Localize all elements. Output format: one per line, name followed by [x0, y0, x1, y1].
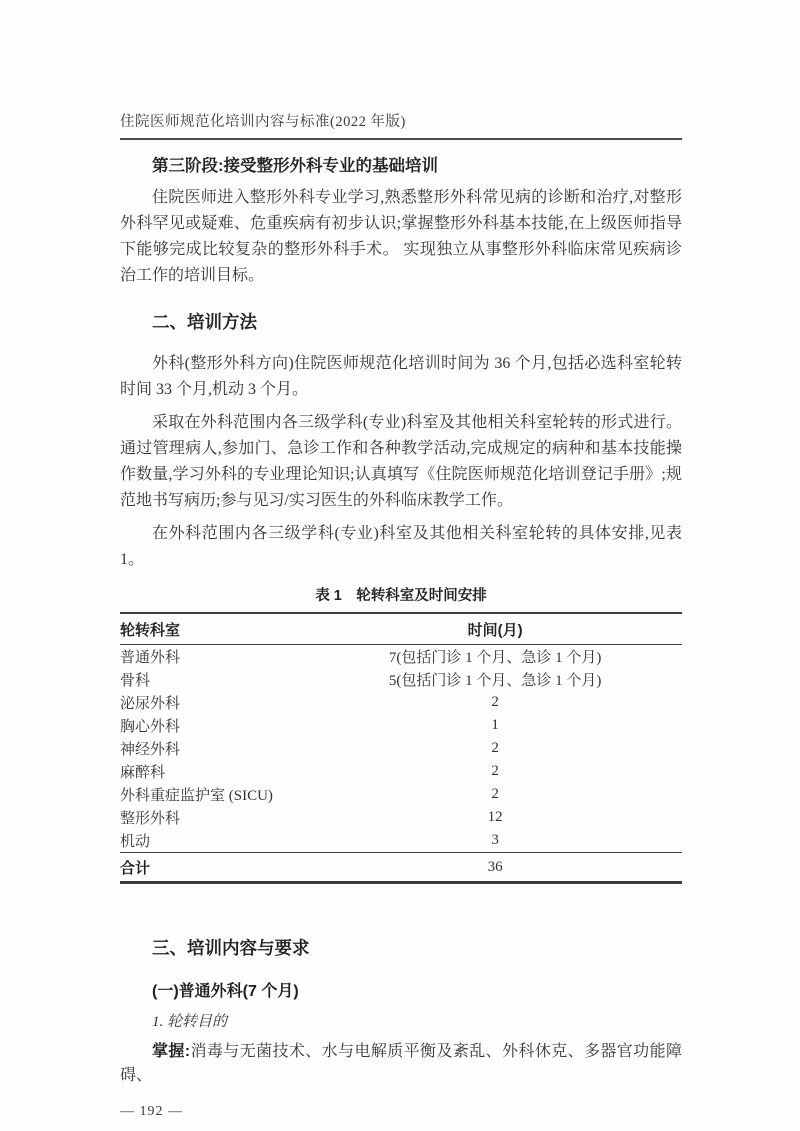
subsection-heading: (一)普通外科(7 个月) — [152, 983, 299, 1000]
table-row — [120, 737, 682, 760]
time-cell: 2 — [491, 740, 499, 756]
table-row — [120, 645, 682, 669]
dept-cell: 泌尿外科 — [120, 696, 181, 712]
table-row — [120, 829, 682, 853]
stage-heading: 第三阶段:接受整形外科专业的基础培训 — [152, 157, 438, 175]
grasp-paragraph — [120, 1040, 682, 1088]
total-label-cell: 合计 — [120, 853, 308, 883]
page-number: — 192 — — [120, 1104, 183, 1119]
dept-cell: 外科重症监护室 (SICU) — [120, 788, 273, 804]
time-cell: 2 — [491, 786, 499, 802]
dept-cell: 骨科 — [120, 673, 151, 689]
time-cell: 3 — [491, 832, 499, 848]
dept-cell: 普通外科 — [120, 650, 181, 666]
table-total-row — [120, 853, 682, 883]
grasp-text: 消毒与无菌技术、水与电解质平衡及紊乱、外科休克、多器官功能障碍、 — [120, 1043, 682, 1084]
dept-cell: 神经外科 — [120, 742, 181, 758]
section3-heading: 三、培训内容与要求 — [152, 938, 310, 958]
table-row — [120, 714, 682, 737]
time-cell: 12 — [487, 809, 503, 825]
time-cell: 1 — [491, 717, 499, 733]
section2-paragraph-2: 采取在外科范围内各三级学科(专业)科室及其他相关科室轮转的形式进行。通过管理病人,参加门、急诊工作和各种教学活动,完成规定的病种和基本技能操作数量,学习外科的专业理论知识;认真填写《住院医师规范化培训登记手册》;规范地书写病历;参与见习/实习医生的外科临床教学工作。 — [120, 414, 682, 509]
dept-cell: 胸心外科 — [120, 719, 181, 735]
table-header-row — [120, 613, 682, 645]
item-heading: 1. 轮转目的 — [152, 1014, 228, 1030]
time-cell: 7(包括门诊 1 个月、急诊 1 个月) — [388, 650, 602, 666]
running-header: 住院医师规范化培训内容与标准(2022 年版) — [120, 112, 682, 140]
column-header-department: 轮转科室 — [120, 613, 308, 645]
stage-paragraph: 住院医师进入整形外科专业学习,熟悉整形外科常见病的诊断和治疗,对整形外科罕见或疑难、危重疾病有初步认识;掌握整形外科基本技能,在上级医师指导下能够完成比较复杂的整形外科手术。 实现独立从事整形外科临床常见疾病诊治工作的培训目标。 — [120, 189, 682, 284]
time-cell: 5(包括门诊 1 个月、急诊 1 个月) — [388, 673, 602, 689]
section2-paragraph-3: 在外科范围内各三级学科(专业)科室及其他相关科室轮转的具体安排,见表 1。 — [120, 525, 682, 568]
table-row — [120, 760, 682, 783]
time-cell: 2 — [491, 763, 499, 779]
rotation-schedule-table — [120, 612, 682, 884]
dept-cell: 麻醉科 — [120, 765, 166, 781]
table-row — [120, 668, 682, 691]
column-header-time: 时间(月) — [308, 613, 682, 645]
dept-cell: 整形外科 — [120, 811, 181, 827]
table-caption: 表 1 轮转科室及时间安排 — [315, 588, 487, 604]
total-value-cell: 36 — [308, 853, 682, 883]
dept-cell: 机动 — [120, 834, 151, 850]
table-row — [120, 691, 682, 714]
section2-heading: 二、培训方法 — [152, 312, 257, 332]
table-row — [120, 783, 682, 806]
grasp-label: 掌握: — [152, 1043, 191, 1060]
section2-paragraph-1: 外科(整形外科方向)住院医师规范化培训时间为 36 个月,包括必选科室轮转时间 33 个月,机动 3 个月。 — [120, 355, 682, 398]
table-row — [120, 806, 682, 829]
time-cell: 2 — [491, 694, 499, 710]
